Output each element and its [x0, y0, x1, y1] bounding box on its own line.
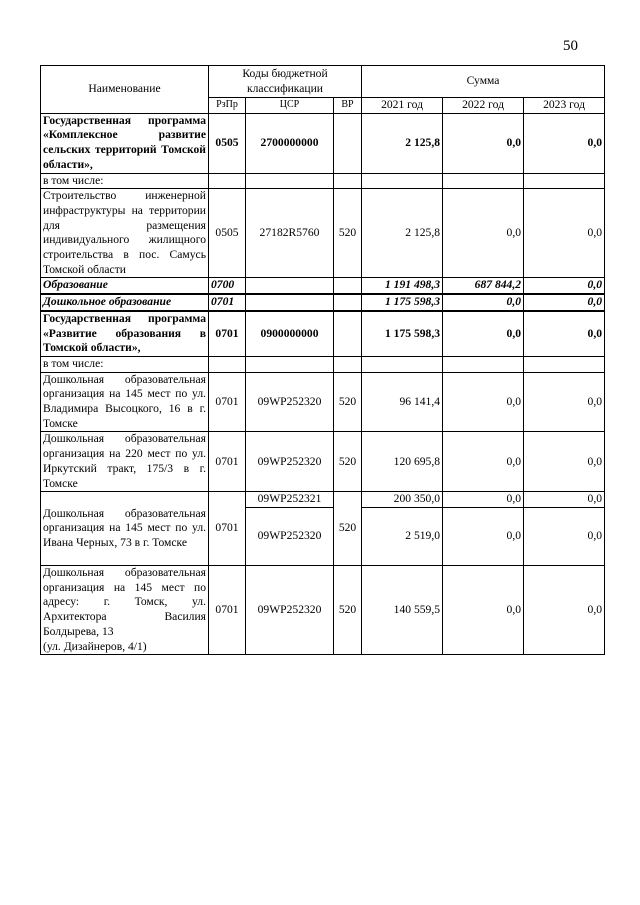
row-2021: 1 191 498,3 [362, 278, 443, 294]
header-codes: Коды бюджетной классификации [209, 66, 362, 98]
row-rzpr: 0701 [209, 311, 246, 357]
row-2023: 0,0 [524, 565, 605, 654]
row-2023: 0,0 [524, 189, 605, 278]
row-name: Образование [41, 278, 209, 294]
row-vr [334, 113, 362, 173]
budget-table [40, 65, 605, 655]
header-rzpr: РзПр [209, 98, 246, 114]
row-vr [334, 311, 362, 357]
row-name: в том числе: [41, 173, 209, 189]
row-2022: 0,0 [443, 294, 524, 311]
header-vr: ВР [334, 98, 362, 114]
row-2022: 0,0 [443, 311, 524, 357]
page-number: 50 [563, 38, 578, 54]
row-name: Дошкольная образовательная организация на 145 мест по ул. Владимира Высоцкого, 16 в г. Томске [41, 372, 209, 432]
row-2021: 140 559,5 [362, 565, 443, 654]
row-csr: 09WP252320 [246, 372, 334, 432]
header-2023: 2023 год [524, 98, 605, 114]
row-csr: 27182R5760 [246, 189, 334, 278]
row-2021: 1 175 598,3 [362, 311, 443, 357]
row-name: Государственная программа «Развитие образования в Томской области», [41, 311, 209, 357]
row-rzpr: 0701 [209, 432, 246, 492]
row-name: Строительство инженерной инфраструктуры на территории для размещения индивидуального жилищного строительства в пос. Самусь Томской области [41, 189, 209, 278]
row-name: Дошкольная образовательная организация на 145 мест по ул. Ивана Черных, 73 в г. Томске [41, 492, 209, 566]
row-rzpr: 0701 [209, 492, 246, 566]
row-2023: 0,0 [524, 311, 605, 357]
table-row [41, 113, 605, 173]
row-name [41, 565, 209, 654]
row-csr: 09WP252320 [246, 507, 334, 565]
row-name: в том числе: [41, 356, 209, 372]
table-row [41, 372, 605, 432]
row-2022: 0,0 [443, 565, 524, 654]
row-csr: 2700000000 [246, 113, 334, 173]
row-rzpr: 0700 [209, 278, 246, 294]
row-2021: 200 350,0 [362, 492, 443, 508]
row-name: Дошкольная образовательная организация на 220 мест по ул. Иркутский тракт, 175/3 в г. Томске [41, 432, 209, 492]
row-rzpr: 0505 [209, 113, 246, 173]
row-name-extra: (ул. Дизайнеров, 4/1) [43, 639, 147, 653]
table-row [41, 294, 605, 311]
row-name-main: Дошкольная образовательная организация на 145 мест по адресу: г. Томск, ул. Архитектора Василия Болдырева, 13 [43, 565, 206, 638]
row-rzpr: 0505 [209, 189, 246, 278]
row-vr: 520 [334, 432, 362, 492]
row-csr: 0900000000 [246, 311, 334, 357]
row-2023: 0,0 [524, 278, 605, 294]
row-2022: 0,0 [443, 372, 524, 432]
row-2022: 0,0 [443, 189, 524, 278]
table-row [41, 278, 605, 294]
header-csr: ЦСР [246, 98, 334, 114]
row-2021: 96 141,4 [362, 372, 443, 432]
row-csr: 09WP252321 [246, 492, 334, 508]
header-2022: 2022 год [443, 98, 524, 114]
table-row [41, 356, 605, 372]
row-2021: 2 125,8 [362, 189, 443, 278]
row-name: Государственная программа «Комплексное развитие сельских территорий Томской области», [41, 113, 209, 173]
header-2021: 2021 год [362, 98, 443, 114]
row-2023: 0,0 [524, 113, 605, 173]
header-sum: Сумма [362, 66, 605, 98]
header-row-1 [41, 66, 605, 98]
row-2022: 0,0 [443, 492, 524, 508]
row-2021: 1 175 598,3 [362, 294, 443, 311]
row-rzpr: 0701 [209, 372, 246, 432]
table-row [41, 492, 605, 508]
header-name: Наименование [41, 66, 209, 114]
row-2022: 0,0 [443, 507, 524, 565]
row-2021: 2 519,0 [362, 507, 443, 565]
table-row [41, 173, 605, 189]
row-2022: 0,0 [443, 113, 524, 173]
row-2022: 687 844,2 [443, 278, 524, 294]
row-vr: 520 [334, 372, 362, 432]
row-2021: 2 125,8 [362, 113, 443, 173]
row-2021: 120 695,8 [362, 432, 443, 492]
row-vr: 520 [334, 492, 362, 566]
table-row [41, 311, 605, 357]
row-2023: 0,0 [524, 432, 605, 492]
row-csr: 09WP252320 [246, 565, 334, 654]
row-vr: 520 [334, 189, 362, 278]
row-vr: 520 [334, 565, 362, 654]
row-2023: 0,0 [524, 294, 605, 311]
table-row [41, 565, 605, 654]
table-row [41, 432, 605, 492]
row-2022: 0,0 [443, 432, 524, 492]
row-csr: 09WP252320 [246, 432, 334, 492]
table-row [41, 189, 605, 278]
row-2023: 0,0 [524, 372, 605, 432]
row-2023: 0,0 [524, 507, 605, 565]
row-rzpr: 0701 [209, 294, 246, 311]
row-rzpr: 0701 [209, 565, 246, 654]
row-name: Дошкольное образование [41, 294, 209, 311]
row-2023: 0,0 [524, 492, 605, 508]
